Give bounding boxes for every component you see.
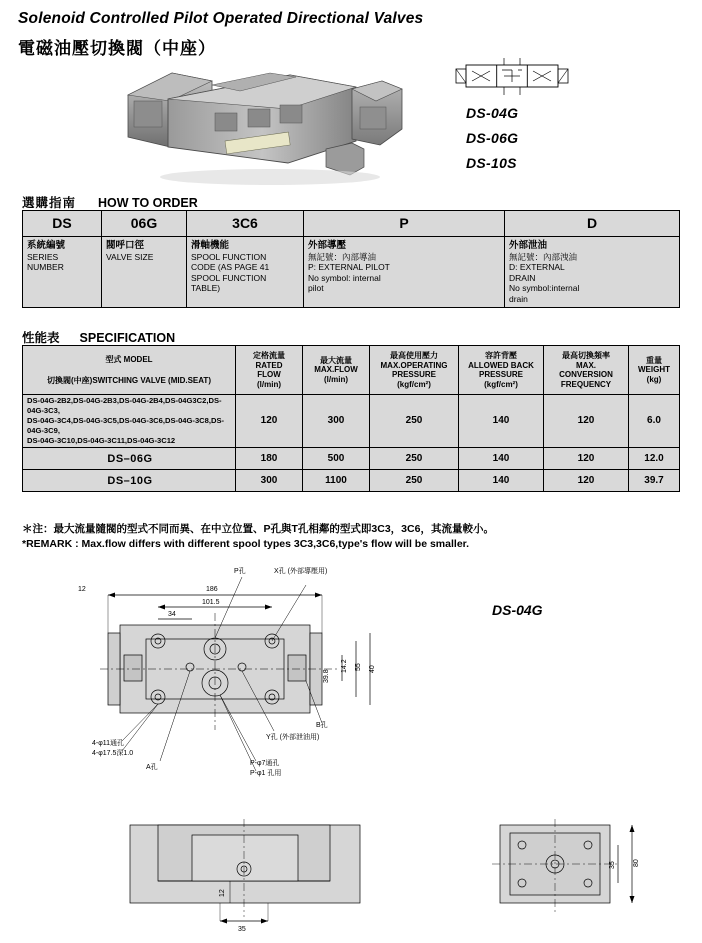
callout-a-hole: A孔	[146, 764, 158, 771]
spec-col-weight-l1: 重量	[646, 355, 662, 365]
order-desc-4-l0: 無記號：內部洩油	[509, 251, 578, 262]
dim-80: 80	[633, 859, 640, 867]
spec-row-2-model: DS–10G	[23, 470, 236, 492]
spec-col-frequency-l2: MAX.	[576, 360, 596, 370]
how-to-order-heading	[22, 193, 198, 211]
order-desc-0-l0: SERIES NUMBER	[27, 251, 64, 272]
spec-row-2-rated-flow: 300	[236, 470, 303, 492]
spec-row-0-weight: 6.0	[629, 395, 680, 448]
order-desc-3-l2: No symbol: internal	[308, 272, 381, 283]
spec-header-row	[23, 346, 680, 395]
spec-col-weight	[629, 346, 680, 395]
order-desc-row	[23, 237, 680, 308]
callout-4-phi11: 4-φ11通孔	[92, 740, 125, 747]
how-to-order-heading-en: HOW TO ORDER	[98, 196, 198, 210]
spec-col-max-pressure-l1: 最高使用壓力	[390, 351, 438, 360]
spec-col-weight-l3: (kg)	[646, 374, 662, 384]
specification-heading-en: SPECIFICATION	[79, 331, 176, 345]
order-desc-4-cn: 外部泄油	[509, 240, 548, 251]
spec-row-0-max-pressure: 250	[370, 395, 459, 448]
spec-col-frequency-l1: 最高切換頻率	[562, 351, 610, 360]
spec-row-1-max-pressure: 250	[370, 448, 459, 470]
callout-b-hole: B孔	[316, 722, 328, 729]
order-desc-4-l3: No symbol:internal	[509, 283, 580, 293]
how-to-order-table	[22, 210, 680, 308]
table-row	[23, 448, 680, 470]
spec-col-model-cn: 型式 MODEL	[105, 354, 153, 364]
spec-row-2-frequency: 120	[544, 470, 629, 492]
dim-101-5: 101.5	[202, 599, 220, 606]
spec-row-0-model	[23, 395, 236, 448]
specification-heading	[22, 328, 175, 346]
spec-row-0-rated-flow: 120	[236, 395, 303, 448]
spec-col-max-flow-l2: MAX.FLOW	[314, 365, 358, 375]
spec-col-rated-flow-l2: RATED	[255, 360, 283, 370]
order-desc-3-l3: pilot	[308, 283, 324, 293]
product-photo	[120, 55, 410, 190]
remark-cn: ＊注：最大流量隨閥的型式不同而異、在中立位置、P孔與T孔相鄰的型式即3C3，3C6，其流量較小。	[22, 523, 494, 535]
order-desc-2-l2: SPOOL FUNCTION	[191, 272, 267, 283]
callout-p-phi1: P-φ1 孔用	[250, 770, 282, 777]
order-desc-3-l0: 無記號：內部導油	[308, 251, 377, 262]
order-desc-1-cn: 閥呼口徑	[106, 240, 145, 251]
spec-col-max-pressure-l3: PRESSURE	[391, 370, 436, 379]
remark-en: *REMARK : Max.flow differs with different spool types 3C3,3C6,type's flow will be smaller.	[22, 538, 470, 550]
order-desc-0	[23, 237, 102, 308]
order-desc-2-cn: 滑軸機能	[191, 240, 230, 251]
order-desc-2-l1: CODE (AS PAGE 41	[191, 262, 270, 272]
order-desc-2-l0: SPOOL FUNCTION	[191, 251, 267, 262]
spec-row-0-model-l1: DS-04G-3C4,DS-04G-3C5,DS-04G-3C6,DS-04G-3C8,DS-04G-3C9,	[27, 416, 225, 435]
specification-heading-cn: 性能表	[22, 331, 60, 345]
spec-col-max-pressure-l4: (kgf/cm²)	[397, 379, 431, 389]
dim-small-front: 12	[219, 889, 226, 897]
spec-row-1-frequency: 120	[544, 448, 629, 470]
order-desc-3	[304, 237, 505, 308]
spec-col-model-sub: 切換閥(中座)SWITCHING VALVE (MID.SEAT)	[47, 376, 211, 385]
spec-col-rated-flow-l3: FLOW	[257, 370, 281, 379]
dim-35-front: 35	[238, 926, 246, 933]
model-item-1: DS-06G	[466, 130, 519, 146]
dim-35-side: 35	[609, 861, 616, 869]
dim-40: 40	[369, 665, 376, 673]
hydraulic-symbol-diagram	[452, 55, 572, 100]
page-title-cn: 電磁油壓切換閥（中座）	[18, 39, 216, 58]
dim-186: 186	[206, 586, 218, 593]
page-title-en: Solenoid Controlled Pilot Operated Directional Valves	[18, 10, 424, 27]
spec-col-back-pressure-l4: (kgf/cm²)	[484, 379, 518, 389]
spec-col-max-flow	[303, 346, 370, 395]
spec-row-2-back-pressure: 140	[459, 470, 544, 492]
spec-col-rated-flow-l4: (l/min)	[257, 379, 281, 389]
spec-col-back-pressure	[459, 346, 544, 395]
order-code-2: 3C6	[187, 211, 304, 237]
spec-col-max-pressure-l2: MAX.OPERATING	[380, 360, 448, 370]
model-list	[466, 105, 518, 180]
callout-p-hole: P孔	[234, 568, 246, 575]
order-code-3: P	[304, 211, 505, 237]
order-code-4: D	[505, 211, 680, 237]
spec-col-max-pressure	[370, 346, 459, 395]
spec-row-1-weight: 12.0	[629, 448, 680, 470]
order-desc-3-l1: P: EXTERNAL PILOT	[308, 262, 390, 272]
order-desc-3-cn: 外部導壓	[308, 240, 347, 251]
spec-row-1-model: DS–06G	[23, 448, 236, 470]
spec-col-model	[23, 346, 236, 395]
callout-4-phi17: 4-φ17.5深1.0	[92, 750, 134, 757]
spec-row-1-rated-flow: 180	[236, 448, 303, 470]
spec-col-back-pressure-l2: ALLOWED BACK	[468, 360, 534, 370]
order-desc-2-l3: TABLE)	[191, 283, 221, 293]
table-row	[23, 395, 680, 448]
spec-col-max-flow-l1: 最大流量	[320, 355, 352, 365]
order-desc-4-l1: D: EXTERNAL	[509, 262, 565, 272]
spec-row-2-max-flow: 1100	[303, 470, 370, 492]
spec-row-2-weight: 39.7	[629, 470, 680, 492]
callout-x-hole: X孔 (外部導壓用)	[274, 568, 328, 575]
model-item-0: DS-04G	[466, 105, 519, 121]
spec-col-weight-l2: WEIGHT	[638, 365, 670, 375]
dim-55: 55	[355, 663, 362, 671]
order-desc-4	[505, 237, 680, 308]
spec-row-0-max-flow: 300	[303, 395, 370, 448]
spec-col-back-pressure-l3: PRESSURE	[478, 370, 523, 379]
spec-row-0-model-l2: DS-04G-3C10,DS-04G-3C11,DS-04G-3C12	[27, 436, 176, 445]
spec-col-back-pressure-l1: 容許背壓	[485, 351, 517, 360]
dimension-drawing-front-view	[110, 805, 390, 940]
specification-table	[22, 345, 680, 492]
spec-col-frequency-l4: FREQUENCY	[560, 379, 612, 389]
spec-row-0-back-pressure: 140	[459, 395, 544, 448]
order-desc-4-l2: DRAIN	[509, 272, 536, 283]
order-desc-1-l0: VALVE SIZE	[106, 251, 154, 262]
dim-12: 12	[78, 586, 86, 593]
callout-p-phi7: P-φ7通孔	[250, 760, 280, 767]
order-code-1: 06G	[102, 211, 187, 237]
order-desc-4-l4: drain	[509, 293, 528, 304]
spec-row-2-max-pressure: 250	[370, 470, 459, 492]
spec-col-frequency-l3: CONVERSION	[559, 370, 613, 379]
dimension-drawing-side-view	[480, 805, 670, 940]
spec-row-0-frequency: 120	[544, 395, 629, 448]
table-row	[23, 470, 680, 492]
order-code-row	[23, 211, 680, 237]
drawing-label: DS-04G	[492, 602, 543, 618]
callout-y-hole: Y孔 (外部泄油用)	[266, 734, 320, 741]
dim-14-2: 14.2	[341, 659, 348, 673]
order-desc-2	[187, 237, 304, 308]
spec-col-rated-flow-l1: 定格流量	[253, 351, 285, 360]
order-desc-1	[102, 237, 187, 308]
dimension-drawing-top-view	[60, 555, 440, 810]
spec-col-frequency	[544, 346, 629, 395]
dim-39-8: 39.8	[323, 669, 330, 683]
order-code-0: DS	[23, 211, 102, 237]
dim-34: 34	[168, 611, 176, 618]
order-desc-0-cn: 系統編號	[27, 240, 66, 251]
spec-row-1-max-flow: 500	[303, 448, 370, 470]
spec-col-rated-flow	[236, 346, 303, 395]
spec-row-0-model-l0: DS-04G-2B2,DS-04G-2B3,DS-04G-2B4,DS-04G3C2,DS-04G-3C3,	[27, 396, 222, 415]
spec-row-1-back-pressure: 140	[459, 448, 544, 470]
how-to-order-heading-cn: 選購指南	[22, 196, 77, 210]
spec-col-max-flow-l3: (l/min)	[324, 374, 348, 384]
model-item-2: DS-10S	[466, 155, 517, 171]
